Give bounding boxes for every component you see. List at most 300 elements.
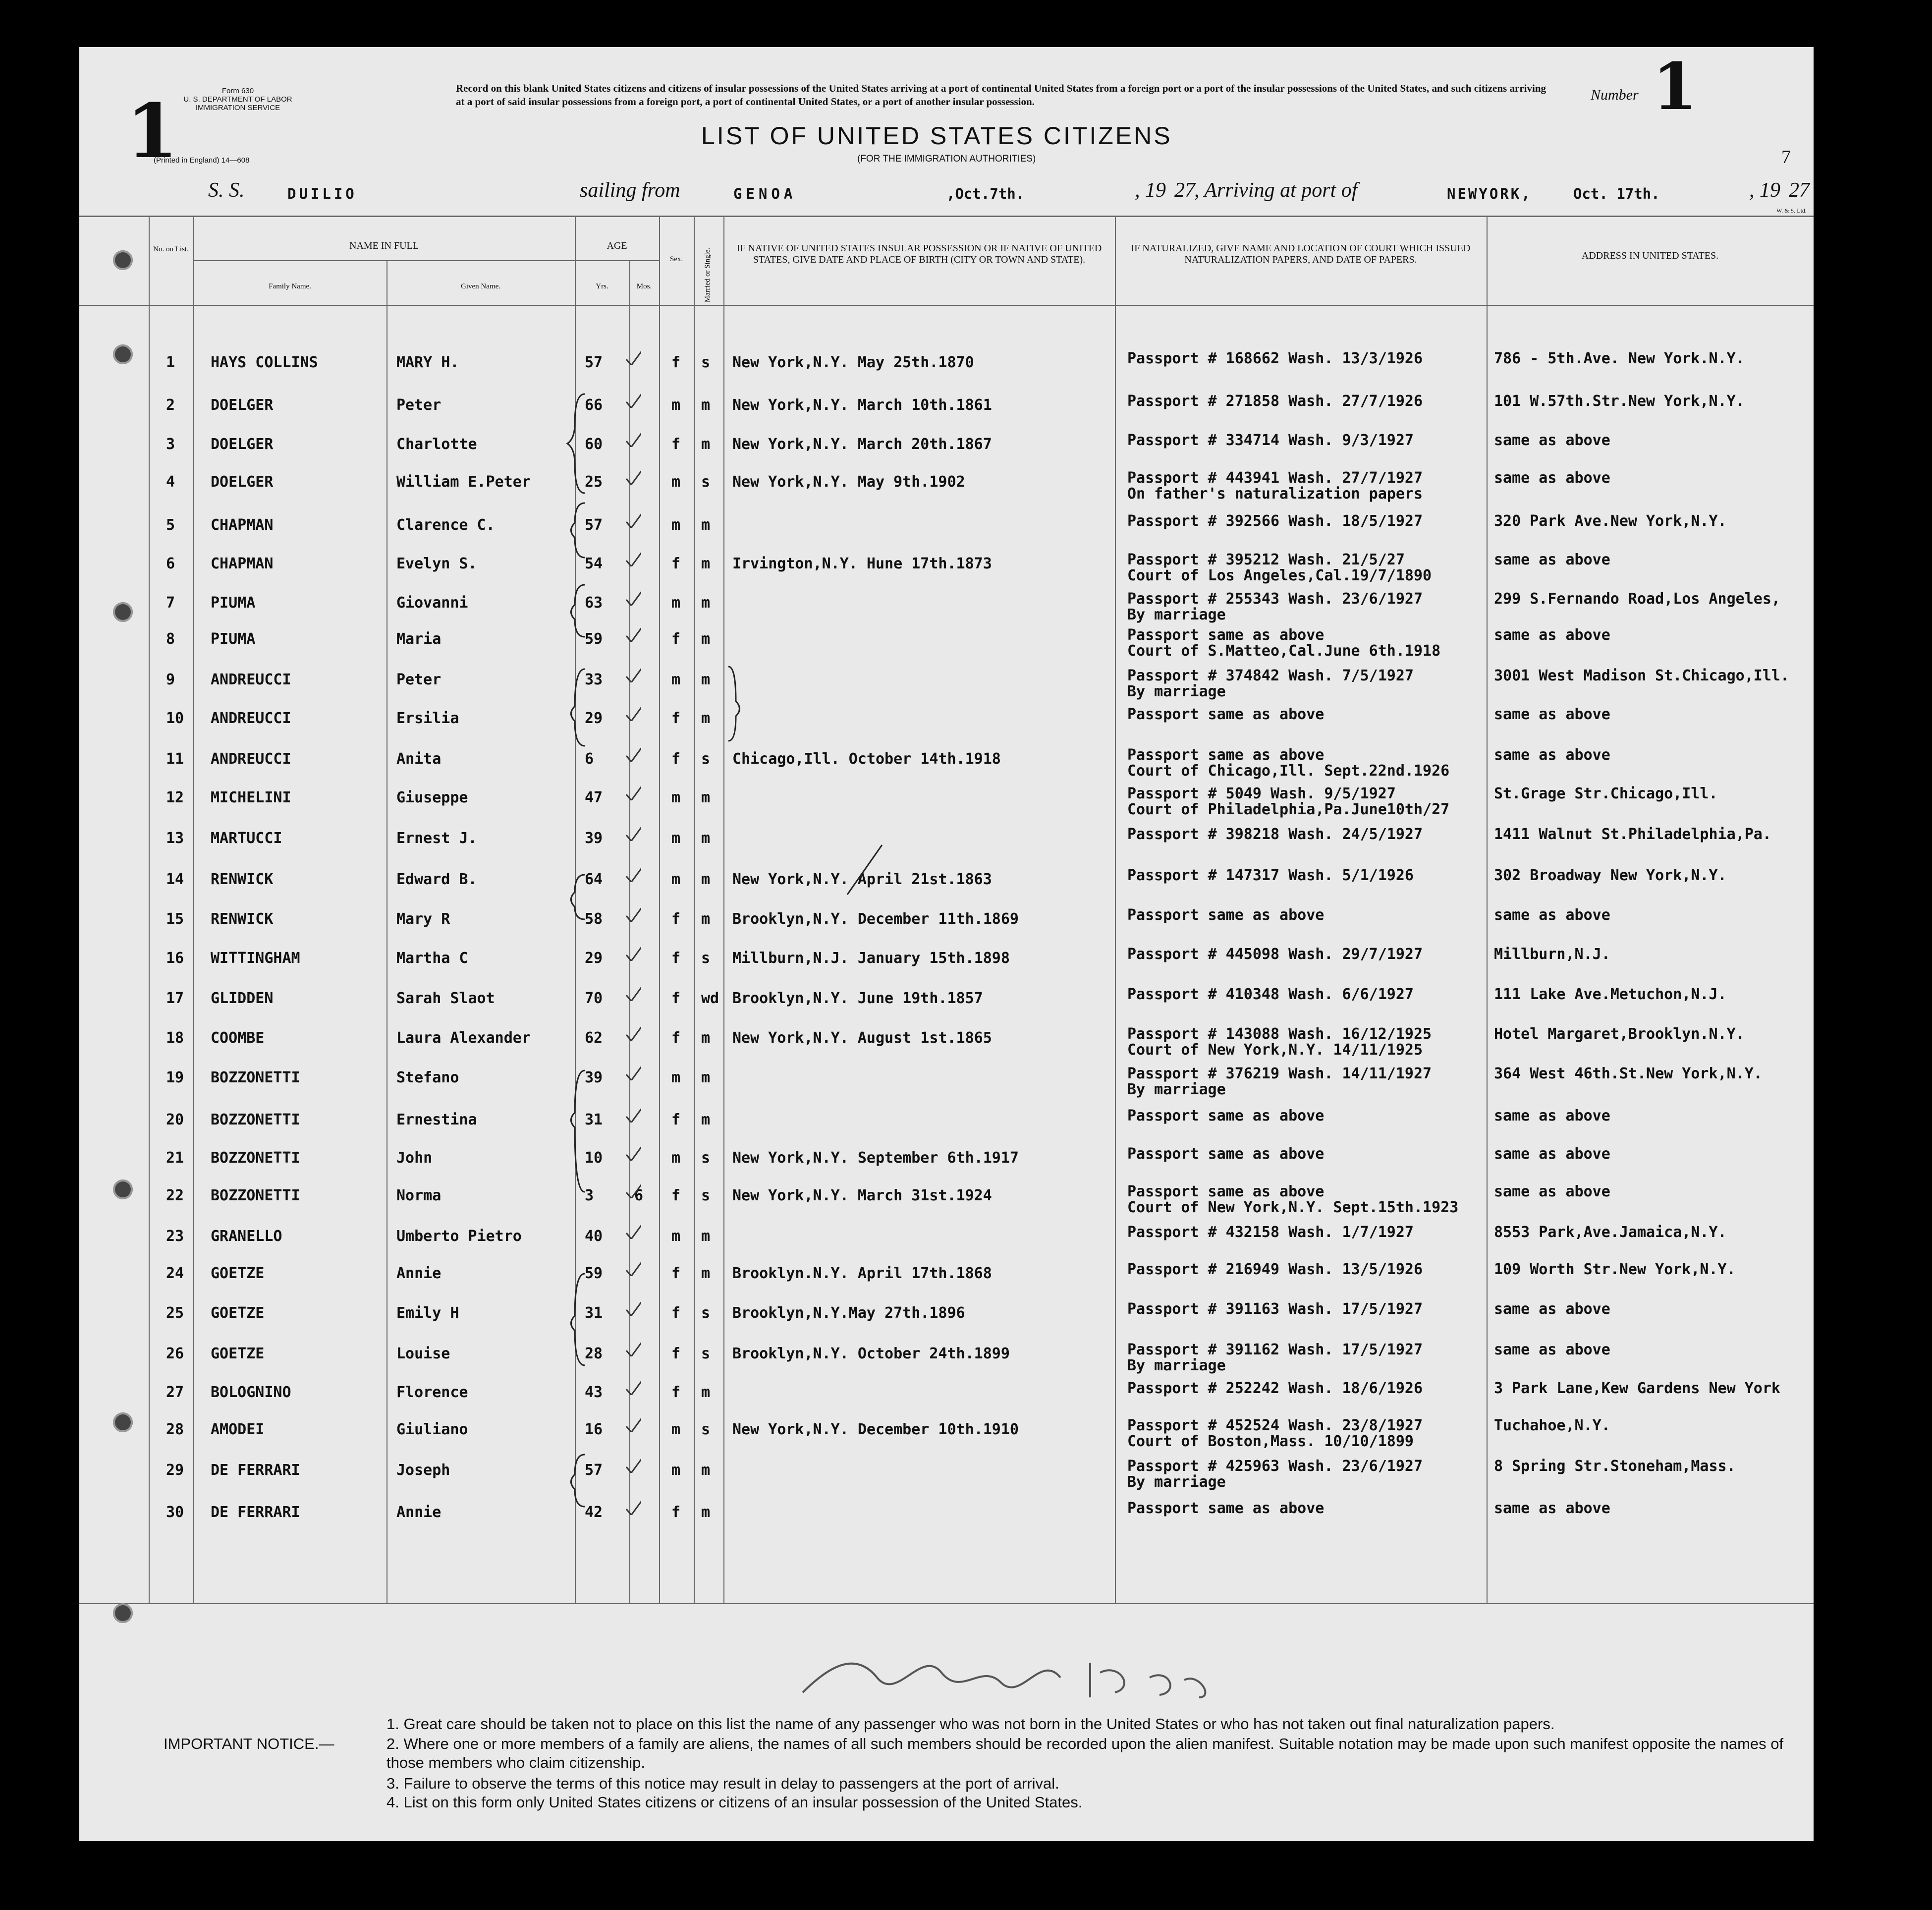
marital-status: m [701,1228,711,1245]
family-name: AMODEI [211,1421,265,1438]
sex: m [671,1069,681,1086]
row-number: 11 [166,750,184,768]
col-header-sex: Sex. [669,255,683,263]
marital-status: s [701,1345,711,1362]
naturalization-line: Passport same as above [1127,706,1325,723]
age-years: 57 [585,1461,603,1479]
us-address: 101 W.57th.Str.New York,N.Y. [1494,393,1745,410]
age-years: 39 [585,830,603,847]
us-address: same as above [1494,1300,1610,1318]
us-address: 3001 West Madison St.Chicago,Ill. [1494,667,1790,684]
given-name: Umberto Pietro [396,1228,522,1245]
row-number: 18 [166,1029,184,1047]
us-address: same as above [1494,906,1610,924]
marital-status: m [701,1265,711,1282]
given-name: Edward B. [396,871,477,888]
sex: f [671,910,681,928]
family-name: GOETZE [211,1345,265,1362]
family-name: COOMBE [211,1029,265,1047]
age-years: 66 [585,396,603,414]
form-title: LIST OF UNITED STATES CITIZENS [701,122,1172,150]
us-address: 302 Broadway New York,N.Y. [1494,867,1727,884]
row-number: 1 [166,354,175,371]
given-name: Louise [396,1345,450,1362]
col-header-marital: Married or Single. [704,247,712,303]
us-address: Hotel Margaret,Brooklyn.N.Y. [1494,1025,1745,1043]
family-name: DOELGER [211,473,274,491]
naturalization-line: By marriage [1127,1473,1226,1491]
given-name: MARY H. [396,354,459,371]
col-header-naturalized: IF NATURALIZED, GIVE NAME AND LOCATION OF COURT WHICH ISSUED NATURALIZATION PAPERS, AND DATE OF PAPERS. [1131,243,1471,265]
birth-place-date: Brooklyn,N.Y.May 27th.1896 [732,1304,965,1322]
sex: f [671,990,681,1007]
marital-status: m [701,396,711,414]
given-name: Maria [396,630,442,648]
age-years: 29 [585,950,603,967]
given-name: Joseph [396,1461,450,1479]
sex: f [671,1504,681,1521]
row-number: 2 [166,396,175,414]
col-header-family: Family Name. [269,282,311,290]
naturalization-line: Passport # 445098 Wash. 29/7/1927 [1127,946,1423,963]
record-instructions: Record on this blank United States citizens and citizens of insular possessions of the United States arriving at a port of continental United States from a foreign port or a port of the insular possessions of the United States, and such citizens arriving at a port of said insular possessions from a foreign port, a port of continental United States, or a port of another insular possession. [456,82,1546,108]
birth-place-date: Brooklyn,N.Y. December 11th.1869 [732,910,1019,928]
col-header-given: Given Name. [461,282,500,290]
marital-status: s [701,1421,711,1438]
age-years: 63 [585,594,603,612]
marital-status: m [701,671,711,688]
us-address: 111 Lake Ave.Metuchon,N.J. [1494,986,1727,1003]
notice-label: IMPORTANT NOTICE.— [164,1735,334,1752]
row-number: 19 [166,1069,184,1086]
form-number: Form 630 [221,87,254,95]
col-header-name: NAME IN FULL [349,240,419,251]
marital-status: m [701,789,711,806]
family-name: CHAPMAN [211,555,274,572]
arriving-label: , Arriving at port of [1194,179,1358,202]
naturalization-line: Passport # 395212 Wash. 21/5/27 [1127,551,1405,568]
marital-status: s [701,750,711,768]
binder-hole [113,1180,133,1199]
age-years: 10 [585,1149,603,1167]
family-name: RENWICK [211,871,274,888]
marital-status: m [701,1384,711,1401]
row-number: 30 [166,1504,184,1521]
birth-place-date: Millburn,N.J. January 15th.1898 [732,950,1010,967]
binder-hole [113,1412,133,1432]
us-address: same as above [1494,626,1610,644]
marital-status: m [701,555,711,572]
family-name: ANDREUCCI [211,750,291,768]
row-number: 25 [166,1304,184,1322]
given-name: Stefano [396,1069,459,1086]
sex: m [671,789,681,806]
sex: m [671,871,681,888]
birth-place-date: Chicago,Ill. October 14th.1918 [732,750,1001,768]
sex: m [671,594,681,612]
age-years: 33 [585,671,603,688]
age-years: 16 [585,1421,603,1438]
family-name: PIUMA [211,630,256,648]
naturalization-line: Passport # 143088 Wash. 16/12/1925 [1127,1025,1432,1043]
row-number: 16 [166,950,184,967]
row-number: 22 [166,1187,184,1204]
manifest-page [79,47,1814,1841]
binder-hole [113,344,133,364]
naturalization-line: By marriage [1127,1357,1226,1374]
sex: m [671,473,681,491]
sex: f [671,1111,681,1128]
notice-item-2: 2. Where one or more members of a family are aliens, the names of all such members should be recorded upon the alien manifest. Suitable notation may be made upon such manifest opposite the names of those members who claim citizenship. [386,1735,1784,1771]
sex: f [671,1265,681,1282]
given-name: Mary R [396,910,450,928]
age-years: 70 [585,990,603,1007]
binder-hole [113,250,133,270]
naturalization-line: Passport same as above [1127,746,1325,764]
family-name: WITTINGHAM [211,950,300,967]
naturalization-line: Passport # 391163 Wash. 17/5/1927 [1127,1300,1423,1318]
col-header-no: No. on List. [153,245,189,253]
row-number: 13 [166,830,184,847]
family-name: RENWICK [211,910,274,928]
service-name: IMMIGRATION SERVICE [195,104,280,112]
col-header-mos: Mos. [636,282,652,290]
us-address: same as above [1494,1341,1610,1358]
naturalization-line: Passport same as above [1127,626,1325,644]
family-name: DOELGER [211,436,274,453]
naturalization-line: Passport # 168662 Wash. 13/3/1926 [1127,350,1423,367]
given-name: Giuseppe [396,789,468,806]
age-years: 60 [585,436,603,453]
given-name: Ersilia [396,710,459,727]
family-name: BOZZONETTI [211,1149,300,1167]
naturalization-line: Court of New York,N.Y. 14/11/1925 [1127,1041,1423,1059]
age-years: 40 [585,1228,603,1245]
us-address: same as above [1494,432,1610,449]
naturalization-line: Passport # 398218 Wash. 24/5/1927 [1127,826,1423,843]
sex: f [671,1384,681,1401]
row-number: 3 [166,436,175,453]
us-address: same as above [1494,1145,1610,1163]
marital-status: m [701,1069,711,1086]
col-header-yrs: Yrs. [596,282,608,290]
naturalization-line: Court of Philadelphia,Pa.June10th/27 [1127,801,1450,818]
age-years: 62 [585,1029,603,1047]
marital-status: m [701,516,711,534]
binder-hole [113,1603,133,1623]
row-number: 28 [166,1421,184,1438]
given-name: Clarence C. [396,516,495,534]
given-name: John [396,1149,433,1167]
naturalization-line: Passport # 425963 Wash. 23/6/1927 [1127,1458,1423,1475]
age-months: 6 [634,1187,644,1204]
birth-place-date: Brooklyn.N.Y. April 17th.1868 [732,1265,992,1282]
marital-status: m [701,871,711,888]
departure-date: ,Oct.7th. [946,185,1025,202]
us-address: 109 Worth Str.New York,N.Y. [1494,1261,1736,1278]
sex: m [671,1421,681,1438]
marital-status: m [701,1111,711,1128]
birth-place-date: New York,N.Y. December 10th.1910 [732,1421,1019,1438]
printer-mark: W. & S. Ltd. [1776,207,1807,214]
age-years: 59 [585,1265,603,1282]
birth-place-date: New York,N.Y. April 21st.1863 [732,871,992,888]
family-name: HAYS COLLINS [211,354,318,371]
row-number: 15 [166,910,184,928]
sex: f [671,950,681,967]
marital-status: s [701,1149,711,1167]
row-number: 24 [166,1265,184,1282]
marital-status: m [701,830,711,847]
sex: f [671,1029,681,1047]
row-number: 23 [166,1228,184,1245]
sex: f [671,1345,681,1362]
given-name: Martha C [396,950,468,967]
us-address: same as above [1494,1107,1610,1124]
naturalization-line: Passport # 432158 Wash. 1/7/1927 [1127,1224,1414,1241]
side-mark: 7 [1781,147,1791,168]
naturalization-line: Passport same as above [1127,1145,1325,1163]
departure-port: GENOA [733,185,797,202]
age-years: 42 [585,1504,603,1521]
given-name: Giovanni [396,594,468,612]
age-years: 47 [585,789,603,806]
us-address: 3 Park Lane,Kew Gardens New York [1494,1380,1780,1397]
naturalization-line: Passport # 271858 Wash. 27/7/1926 [1127,393,1423,410]
sex: f [671,750,681,768]
row-number: 8 [166,630,175,648]
sex: f [671,354,681,371]
marital-status: m [701,436,711,453]
us-address: Millburn,N.J. [1494,946,1610,963]
us-address: same as above [1494,706,1610,723]
us-address: 320 Park Ave.New York,N.Y. [1494,512,1727,530]
given-name: Charlotte [396,436,477,453]
marital-status: wd [701,990,719,1007]
us-address: St.Grage Str.Chicago,Ill. [1494,785,1718,802]
row-number: 29 [166,1461,184,1479]
naturalization-line: Court of Chicago,Ill. Sept.22nd.1926 [1127,762,1450,780]
form-subtitle: (FOR THE IMMIGRATION AUTHORITIES) [857,154,1036,164]
us-address: 1411 Walnut St.Philadelphia,Pa. [1494,826,1771,843]
age-years: 58 [585,910,603,928]
birth-place-date: Brooklyn,N.Y. June 19th.1857 [732,990,983,1007]
row-number: 20 [166,1111,184,1128]
sex: m [671,516,681,534]
row-number: 4 [166,473,175,491]
family-name: BOZZONETTI [211,1111,300,1128]
birth-place-date: Brooklyn,N.Y. October 24th.1899 [732,1345,1010,1362]
naturalization-line: Passport # 255343 Wash. 23/6/1927 [1127,590,1423,608]
naturalization-line: Passport # 374842 Wash. 7/5/1927 [1127,667,1414,684]
family-name: ANDREUCCI [211,710,291,727]
us-address: same as above [1494,469,1610,487]
age-years: 28 [585,1345,603,1362]
sailing-label: sailing from [580,179,680,202]
birth-place-date: New York,N.Y. August 1st.1865 [732,1029,992,1047]
naturalization-line: Passport # 252242 Wash. 18/6/1926 [1127,1380,1423,1397]
age-years: 31 [585,1304,603,1322]
department-name: U. S. DEPARTMENT OF LABOR [183,95,292,104]
naturalization-line: Court of Boston,Mass. 10/10/1899 [1127,1433,1414,1450]
sex: f [671,436,681,453]
given-name: Annie [396,1504,442,1521]
family-name: MARTUCCI [211,830,282,847]
given-name: William E.Peter [396,473,531,491]
marital-status: m [701,710,711,727]
family-name: ANDREUCCI [211,671,291,688]
sex: f [671,710,681,727]
row-number: 9 [166,671,175,688]
family-name: GOETZE [211,1304,265,1322]
naturalization-line: Passport # 452524 Wash. 23/8/1927 [1127,1417,1423,1434]
naturalization-line: Passport # 216949 Wash. 13/5/1926 [1127,1261,1423,1278]
naturalization-line: Passport # 147317 Wash. 5/1/1926 [1127,867,1414,884]
age-years: 6 [585,750,594,768]
us-address: 786 - 5th.Ave. New York.N.Y. [1494,350,1745,367]
naturalization-line: Passport # 334714 Wash. 9/3/1927 [1127,432,1414,449]
family-name: DE FERRARI [211,1504,300,1521]
age-years: 29 [585,710,603,727]
naturalization-line: By marriage [1127,683,1226,700]
birth-place-date: New York,N.Y. March 20th.1867 [732,436,992,453]
given-name: Norma [396,1187,442,1204]
arrival-port: NEWYORK, [1447,185,1532,202]
family-name: CHAPMAN [211,516,274,534]
departure-year-prefix: , 19 [1135,179,1166,202]
sex: f [671,1304,681,1322]
sex: m [671,830,681,847]
naturalization-line: Passport # 392566 Wash. 18/5/1927 [1127,512,1423,530]
marital-status: m [701,1029,711,1047]
naturalization-line: Passport # 410348 Wash. 6/6/1927 [1127,986,1414,1003]
sex: m [671,396,681,414]
sex: m [671,1228,681,1245]
marital-status: m [701,910,711,928]
row-number: 17 [166,990,184,1007]
given-name: Ernestina [396,1111,477,1128]
row-number: 10 [166,710,184,727]
us-address: same as above [1494,1500,1610,1517]
row-number: 14 [166,871,184,888]
us-address: same as above [1494,1183,1610,1200]
given-name: Sarah Slaot [396,990,495,1007]
family-name: DE FERRARI [211,1461,300,1479]
family-name: BOZZONETTI [211,1187,300,1204]
naturalization-line: By marriage [1127,1081,1226,1098]
birth-place-date: New York,N.Y. May 9th.1902 [732,473,965,491]
given-name: Ernest J. [396,830,477,847]
given-name: Florence [396,1384,468,1401]
marital-status: m [701,594,711,612]
notice-item-3: 3. Failure to observe the terms of this notice may result in delay to passengers at the port of arrival. [386,1775,1059,1792]
us-address: 8 Spring Str.Stoneham,Mass. [1494,1458,1736,1475]
row-number: 26 [166,1345,184,1362]
given-name: Annie [396,1265,442,1282]
row-number: 12 [166,789,184,806]
marital-status: s [701,354,711,371]
naturalization-line: Passport # 391162 Wash. 17/5/1927 [1127,1341,1423,1358]
marital-status: s [701,473,711,491]
given-name: Giuliano [396,1421,468,1438]
birth-place-date: New York,N.Y. March 10th.1861 [732,396,992,414]
sex: m [671,671,681,688]
given-name: Evelyn S. [396,555,477,572]
sex: f [671,555,681,572]
family-brackets [79,47,1814,1633]
family-name: BOZZONETTI [211,1069,300,1086]
row-number: 7 [166,594,175,612]
age-years: 3 [585,1187,594,1204]
marital-status: m [701,630,711,648]
age-years: 54 [585,555,603,572]
notice-item-1: 1. Great care should be taken not to place on this list the name of any passenger who was not born in the United States or who has not taken out final naturalization papers. [386,1715,1555,1733]
list-number: 1 [1653,49,1698,124]
naturalization-line: Court of New York,N.Y. Sept.15th.1923 [1127,1199,1459,1216]
family-name: DOELGER [211,396,274,414]
age-years: 25 [585,473,603,491]
marital-status: s [701,950,711,967]
col-header-age: AGE [607,240,627,251]
naturalization-line: Passport # 443941 Wash. 27/7/1927 [1127,469,1423,487]
naturalization-line: Passport same as above [1127,906,1325,924]
corner-number-left: 1 [126,88,178,175]
birth-place-date: New York,N.Y. May 25th.1870 [732,354,974,371]
us-address: Tuchahoe,N.Y. [1494,1417,1610,1434]
col-header-address: ADDRESS IN UNITED STATES. [1581,250,1719,261]
number-label: Number [1591,87,1639,103]
naturalization-line: Court of Los Angeles,Cal.19/7/1890 [1127,567,1432,584]
row-number: 5 [166,516,175,534]
given-name: Anita [396,750,442,768]
ship-name: DUILIO [287,185,357,202]
row-number: 6 [166,555,175,572]
sex: m [671,1149,681,1167]
arrival-year-prefix: , 19 [1749,179,1780,202]
naturalization-line: Passport same as above [1127,1500,1325,1517]
binder-hole [113,602,133,622]
sex: f [671,1187,681,1204]
departure-year: 27 [1174,179,1195,202]
row-number: 27 [166,1384,184,1401]
ss-label: S. S. [208,179,245,202]
naturalization-line: On father's naturalization papers [1127,485,1423,503]
us-address: 8553 Park,Ave.Jamaica,N.Y. [1494,1224,1727,1241]
col-header-birth: IF NATIVE OF UNITED STATES INSULAR POSSESSION OR IF NATIVE OF UNITED STATES, GIVE DATE AND PLACE OF BIRTH (CITY OR TOWN AND STATE). [736,243,1102,265]
age-years: 39 [585,1069,603,1086]
marital-status: s [701,1304,711,1322]
inspector-signature [793,1633,1239,1712]
family-name: BOLOGNINO [211,1384,291,1401]
arrival-date: Oct. 17th. [1573,185,1660,202]
age-years: 59 [585,630,603,648]
naturalization-line: Passport same as above [1127,1107,1325,1124]
marital-status: m [701,1461,711,1479]
marital-status: m [701,1504,711,1521]
family-name: MICHELINI [211,789,291,806]
family-name: GRANELLO [211,1228,282,1245]
sex: f [671,630,681,648]
family-name: GLIDDEN [211,990,274,1007]
given-name: Peter [396,671,442,688]
given-name: Laura Alexander [396,1029,531,1047]
us-address: 299 S.Fernando Road,Los Angeles, [1494,590,1780,608]
row-number: 21 [166,1149,184,1167]
naturalization-line: Passport # 376219 Wash. 14/11/1927 [1127,1065,1432,1082]
us-address: 364 West 46th.St.New York,N.Y. [1494,1065,1763,1082]
family-name: PIUMA [211,594,256,612]
naturalization-line: By marriage [1127,606,1226,623]
